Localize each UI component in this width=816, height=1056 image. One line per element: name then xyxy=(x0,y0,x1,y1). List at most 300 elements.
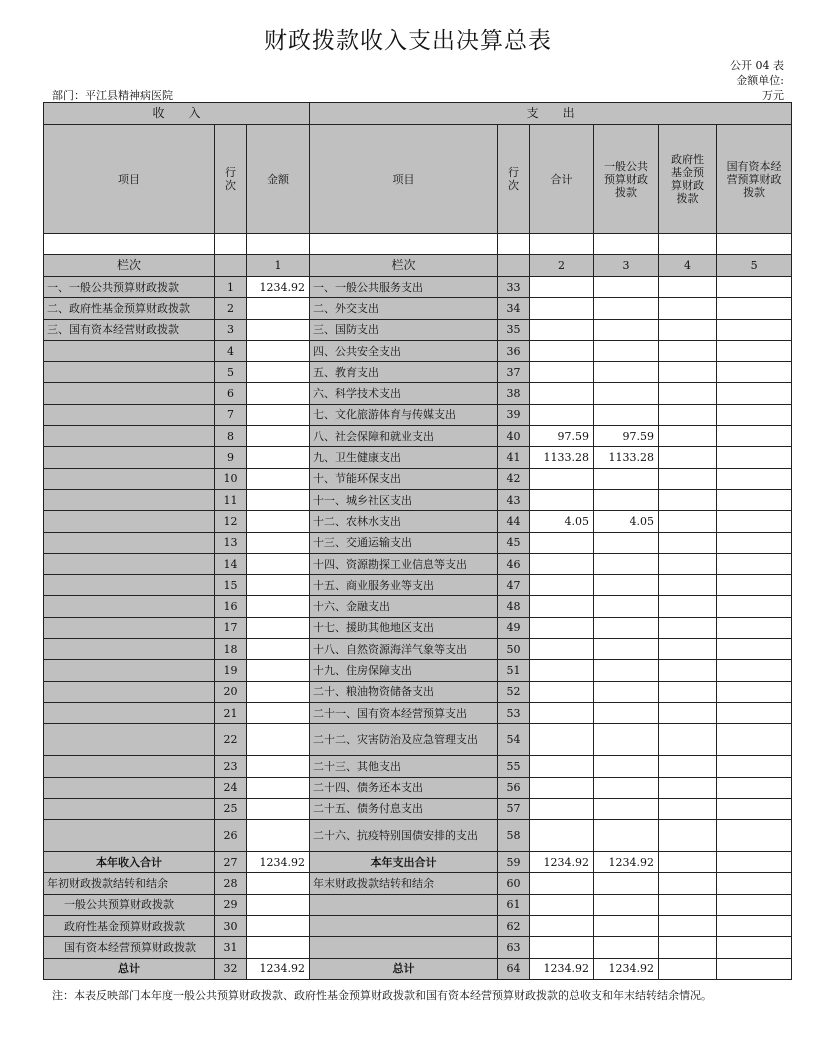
income-line-cell: 27 xyxy=(215,852,247,873)
income-item-cell: 政府性基金预算财政拨款 xyxy=(44,916,215,937)
expense-item-cell xyxy=(310,937,498,958)
expense-item-cell: 二、外交支出 xyxy=(310,298,498,319)
expense-line-cell: 56 xyxy=(498,777,530,798)
lanci-col1: 1 xyxy=(247,255,310,277)
expense-line-cell: 48 xyxy=(498,596,530,617)
expense-line-cell: 49 xyxy=(498,617,530,638)
income-line-cell: 8 xyxy=(215,426,247,447)
general-public-cell xyxy=(594,468,659,489)
form-code: 公开 04 表 xyxy=(730,59,784,72)
state-capital-cell xyxy=(717,468,792,489)
income-amount-cell xyxy=(247,319,310,340)
general-public-cell xyxy=(594,660,659,681)
total-cell xyxy=(530,777,594,798)
gov-fund-cell xyxy=(659,724,717,756)
total-cell xyxy=(530,362,594,383)
income-line-header: 行次 xyxy=(215,125,247,234)
income-amount-cell: 1234.92 xyxy=(247,277,310,298)
general-public-cell xyxy=(594,894,659,915)
table-row xyxy=(44,660,792,681)
income-item-cell xyxy=(44,820,215,852)
income-item-cell: 总计 xyxy=(44,958,215,979)
state-capital-cell xyxy=(717,319,792,340)
table-row xyxy=(44,298,792,319)
expense-line-cell: 36 xyxy=(498,340,530,361)
income-item-cell: 国有资本经营预算财政拨款 xyxy=(44,937,215,958)
state-capital-cell xyxy=(717,596,792,617)
total-cell xyxy=(530,319,594,340)
income-line-cell: 18 xyxy=(215,639,247,660)
expense-line-header: 行次 xyxy=(498,125,530,234)
gov-fund-cell xyxy=(659,404,717,425)
state-capital-cell xyxy=(717,756,792,777)
table-row xyxy=(44,756,792,777)
expense-line-cell: 42 xyxy=(498,468,530,489)
table-row xyxy=(44,404,792,425)
income-item-cell xyxy=(44,426,215,447)
general-public-cell: 97.59 xyxy=(594,426,659,447)
gov-fund-cell xyxy=(659,937,717,958)
general-public-cell xyxy=(594,532,659,553)
expense-line-cell: 40 xyxy=(498,426,530,447)
gov-fund-cell xyxy=(659,958,717,979)
gov-fund-cell xyxy=(659,298,717,319)
table-row xyxy=(44,553,792,574)
blank-row xyxy=(44,234,792,255)
expense-line-cell: 39 xyxy=(498,404,530,425)
expense-item-cell: 二十二、灾害防治及应急管理支出 xyxy=(310,724,498,756)
income-item-cell xyxy=(44,489,215,510)
state-capital-cell xyxy=(717,298,792,319)
gov-fund-cell xyxy=(659,319,717,340)
expense-line-cell: 61 xyxy=(498,894,530,915)
income-line-cell: 7 xyxy=(215,404,247,425)
total-cell xyxy=(530,617,594,638)
income-item-cell xyxy=(44,468,215,489)
expense-line-cell: 43 xyxy=(498,489,530,510)
expense-item-cell: 年末财政拨款结转和结余 xyxy=(310,873,498,894)
unit-label: 金额单位: xyxy=(736,74,784,87)
total-cell: 1234.92 xyxy=(530,958,594,979)
income-line-cell: 31 xyxy=(215,937,247,958)
state-capital-cell xyxy=(717,937,792,958)
state-capital-cell xyxy=(717,820,792,852)
expense-item-cell: 十二、农林水支出 xyxy=(310,511,498,532)
income-item-cell xyxy=(44,383,215,404)
income-line-cell: 1 xyxy=(215,277,247,298)
income-line-cell: 32 xyxy=(215,958,247,979)
lanci-col4: 4 xyxy=(659,255,717,277)
gov-fund-cell xyxy=(659,820,717,852)
table-row xyxy=(44,894,792,915)
gov-fund-cell xyxy=(659,873,717,894)
expense-line-cell: 34 xyxy=(498,298,530,319)
expense-line-cell: 45 xyxy=(498,532,530,553)
table-row xyxy=(44,777,792,798)
state-capital-cell xyxy=(717,852,792,873)
expense-section-header: 支 出 xyxy=(310,103,792,125)
income-item-header: 项目 xyxy=(44,125,215,234)
general-public-cell xyxy=(594,681,659,702)
income-amount-cell xyxy=(247,756,310,777)
expense-item-cell: 四、公共安全支出 xyxy=(310,340,498,361)
general-public-cell xyxy=(594,617,659,638)
gov-fund-cell xyxy=(659,617,717,638)
income-line-cell: 26 xyxy=(215,820,247,852)
gov-fund-cell xyxy=(659,916,717,937)
income-amount-cell xyxy=(247,916,310,937)
table-row xyxy=(44,468,792,489)
total-cell xyxy=(530,340,594,361)
income-line-cell: 19 xyxy=(215,660,247,681)
general-public-cell xyxy=(594,383,659,404)
total-cell xyxy=(530,468,594,489)
income-line-cell: 14 xyxy=(215,553,247,574)
income-item-cell xyxy=(44,596,215,617)
income-amount-cell: 1234.92 xyxy=(247,852,310,873)
income-item-cell xyxy=(44,532,215,553)
general-public-cell xyxy=(594,319,659,340)
state-capital-cell xyxy=(717,873,792,894)
expense-item-cell: 十一、城乡社区支出 xyxy=(310,489,498,510)
total-cell xyxy=(530,639,594,660)
income-line-cell: 20 xyxy=(215,681,247,702)
income-item-cell xyxy=(44,447,215,468)
table-row xyxy=(44,702,792,723)
table-row xyxy=(44,724,792,756)
income-line-cell: 28 xyxy=(215,873,247,894)
income-line-cell: 22 xyxy=(215,724,247,756)
total-cell xyxy=(530,916,594,937)
general-public-cell xyxy=(594,937,659,958)
expense-line-cell: 33 xyxy=(498,277,530,298)
expense-line-cell: 59 xyxy=(498,852,530,873)
gov-fund-cell xyxy=(659,532,717,553)
income-amount-cell xyxy=(247,681,310,702)
gov-fund-cell xyxy=(659,489,717,510)
state-capital-cell xyxy=(717,340,792,361)
income-amount-cell xyxy=(247,777,310,798)
total-cell xyxy=(530,798,594,819)
income-line-cell: 21 xyxy=(215,702,247,723)
expense-item-cell xyxy=(310,894,498,915)
income-item-cell: 年初财政拨款结转和结余 xyxy=(44,873,215,894)
general-public-cell: 1234.92 xyxy=(594,958,659,979)
income-amount-cell: 1234.92 xyxy=(247,958,310,979)
state-capital-cell xyxy=(717,426,792,447)
gov-fund-cell xyxy=(659,575,717,596)
general-public-cell xyxy=(594,777,659,798)
income-item-cell xyxy=(44,702,215,723)
general-public-cell xyxy=(594,340,659,361)
state-capital-cell xyxy=(717,383,792,404)
total-cell: 97.59 xyxy=(530,426,594,447)
general-public-header: 一般公共预算财政拨款 xyxy=(594,125,659,234)
expense-item-cell: 十五、商业服务业等支出 xyxy=(310,575,498,596)
total-cell xyxy=(530,277,594,298)
income-item-cell xyxy=(44,362,215,383)
gov-fund-cell xyxy=(659,660,717,681)
state-capital-cell xyxy=(717,404,792,425)
income-line-cell: 11 xyxy=(215,489,247,510)
total-cell xyxy=(530,702,594,723)
gov-fund-cell xyxy=(659,756,717,777)
total-cell xyxy=(530,756,594,777)
unit-value: 万元 xyxy=(762,89,784,102)
income-amount-cell xyxy=(247,724,310,756)
state-capital-cell xyxy=(717,362,792,383)
table-row xyxy=(44,852,792,873)
state-capital-cell xyxy=(717,681,792,702)
expense-item-cell: 九、卫生健康支出 xyxy=(310,447,498,468)
expense-item-cell: 二十、粮油物资储备支出 xyxy=(310,681,498,702)
income-item-cell: 本年收入合计 xyxy=(44,852,215,873)
expense-line-cell: 47 xyxy=(498,575,530,596)
gov-fund-cell xyxy=(659,362,717,383)
expense-item-cell: 五、教育支出 xyxy=(310,362,498,383)
expense-item-cell: 十六、金融支出 xyxy=(310,596,498,617)
state-capital-cell xyxy=(717,489,792,510)
income-amount-cell xyxy=(247,596,310,617)
table-row xyxy=(44,937,792,958)
total-cell xyxy=(530,681,594,702)
table-row xyxy=(44,873,792,894)
table-row xyxy=(44,681,792,702)
total-cell: 4.05 xyxy=(530,511,594,532)
income-amount-cell xyxy=(247,798,310,819)
expense-line-cell: 50 xyxy=(498,639,530,660)
total-cell xyxy=(530,873,594,894)
gov-fund-cell xyxy=(659,277,717,298)
table-row xyxy=(44,798,792,819)
income-line-cell: 9 xyxy=(215,447,247,468)
gov-fund-cell xyxy=(659,702,717,723)
state-capital-cell xyxy=(717,724,792,756)
expense-item-cell: 十七、援助其他地区支出 xyxy=(310,617,498,638)
expense-line-cell: 58 xyxy=(498,820,530,852)
income-amount-cell xyxy=(247,639,310,660)
income-line-cell: 2 xyxy=(215,298,247,319)
expense-line-cell: 55 xyxy=(498,756,530,777)
expense-line-cell: 52 xyxy=(498,681,530,702)
total-cell xyxy=(530,575,594,596)
general-public-cell xyxy=(594,724,659,756)
expense-line-cell: 35 xyxy=(498,319,530,340)
table-row xyxy=(44,340,792,361)
income-line-cell: 5 xyxy=(215,362,247,383)
general-public-cell xyxy=(594,639,659,660)
income-line-cell: 4 xyxy=(215,340,247,361)
income-line-cell: 25 xyxy=(215,798,247,819)
state-capital-cell xyxy=(717,798,792,819)
gov-fund-header: 政府性基金预算财政拨款 xyxy=(659,125,717,234)
general-public-cell xyxy=(594,702,659,723)
income-line-cell: 30 xyxy=(215,916,247,937)
expense-line-cell: 53 xyxy=(498,702,530,723)
gov-fund-cell xyxy=(659,383,717,404)
gov-fund-cell xyxy=(659,553,717,574)
income-amount-cell xyxy=(247,553,310,574)
section-header-row xyxy=(44,103,792,125)
general-public-cell xyxy=(594,596,659,617)
general-public-cell xyxy=(594,298,659,319)
general-public-cell: 1133.28 xyxy=(594,447,659,468)
total-cell xyxy=(530,532,594,553)
table-row xyxy=(44,596,792,617)
lanci-col3: 3 xyxy=(594,255,659,277)
table-row xyxy=(44,362,792,383)
expense-item-cell: 十、节能环保支出 xyxy=(310,468,498,489)
state-capital-cell xyxy=(717,532,792,553)
income-item-cell xyxy=(44,639,215,660)
expense-line-cell: 37 xyxy=(498,362,530,383)
general-public-cell xyxy=(594,277,659,298)
income-item-cell: 三、国有资本经营财政拨款 xyxy=(44,319,215,340)
total-cell xyxy=(530,820,594,852)
income-line-cell: 6 xyxy=(215,383,247,404)
income-item-cell: 二、政府性基金预算财政拨款 xyxy=(44,298,215,319)
expense-item-cell: 十三、交通运输支出 xyxy=(310,532,498,553)
state-capital-cell xyxy=(717,447,792,468)
table-row xyxy=(44,532,792,553)
income-amount-cell xyxy=(247,340,310,361)
expense-item-cell: 三、国防支出 xyxy=(310,319,498,340)
income-item-cell xyxy=(44,777,215,798)
expense-item-cell: 六、科学技术支出 xyxy=(310,383,498,404)
table-row xyxy=(44,617,792,638)
table-row xyxy=(44,958,792,979)
fiscal-allocation-table xyxy=(43,102,792,980)
income-item-cell xyxy=(44,553,215,574)
expense-item-cell: 十四、资源勘探工业信息等支出 xyxy=(310,553,498,574)
income-line-cell: 24 xyxy=(215,777,247,798)
income-line-cell: 12 xyxy=(215,511,247,532)
lanci-col2: 2 xyxy=(530,255,594,277)
income-item-cell xyxy=(44,340,215,361)
income-item-cell xyxy=(44,756,215,777)
column-header-row xyxy=(44,125,792,234)
expense-item-cell: 十八、自然资源海洋气象等支出 xyxy=(310,639,498,660)
footnote: 注：本表反映部门本年度一般公共预算财政拨款、政府性基金预算财政拨款和国有资本经营预算财政拨款的总收支和年末结转结余情况。 xyxy=(52,989,712,1002)
lanci-label-left: 栏次 xyxy=(44,255,215,277)
gov-fund-cell xyxy=(659,852,717,873)
income-amount-cell xyxy=(247,383,310,404)
expense-item-cell: 一、一般公共服务支出 xyxy=(310,277,498,298)
total-cell xyxy=(530,298,594,319)
expense-line-cell: 38 xyxy=(498,383,530,404)
income-amount-cell xyxy=(247,873,310,894)
income-line-cell: 10 xyxy=(215,468,247,489)
table-row xyxy=(44,575,792,596)
gov-fund-cell xyxy=(659,426,717,447)
general-public-cell xyxy=(594,489,659,510)
general-public-cell xyxy=(594,820,659,852)
table-row xyxy=(44,489,792,510)
general-public-cell: 4.05 xyxy=(594,511,659,532)
general-public-cell xyxy=(594,916,659,937)
income-line-cell: 29 xyxy=(215,894,247,915)
expense-item-cell: 二十六、抗疫特别国债安排的支出 xyxy=(310,820,498,852)
income-amount-cell xyxy=(247,820,310,852)
income-item-cell xyxy=(44,404,215,425)
expense-line-cell: 62 xyxy=(498,916,530,937)
income-amount-cell xyxy=(247,575,310,596)
lanci-label-right: 栏次 xyxy=(310,255,498,277)
expense-item-header: 项目 xyxy=(310,125,498,234)
gov-fund-cell xyxy=(659,681,717,702)
total-cell xyxy=(530,404,594,425)
table-row xyxy=(44,511,792,532)
income-item-cell: 一、一般公共预算财政拨款 xyxy=(44,277,215,298)
income-item-cell xyxy=(44,575,215,596)
expense-line-cell: 64 xyxy=(498,958,530,979)
expense-line-cell: 41 xyxy=(498,447,530,468)
gov-fund-cell xyxy=(659,340,717,361)
expense-item-cell: 七、文化旅游体育与传媒支出 xyxy=(310,404,498,425)
income-amount-cell xyxy=(247,468,310,489)
expense-item-cell: 八、社会保障和就业支出 xyxy=(310,426,498,447)
state-capital-cell xyxy=(717,660,792,681)
income-line-cell: 3 xyxy=(215,319,247,340)
income-item-cell xyxy=(44,681,215,702)
general-public-cell: 1234.92 xyxy=(594,852,659,873)
gov-fund-cell xyxy=(659,596,717,617)
income-line-cell: 15 xyxy=(215,575,247,596)
total-cell xyxy=(530,383,594,404)
state-capital-cell xyxy=(717,958,792,979)
table-row xyxy=(44,447,792,468)
department-label: 部门：平江县精神病医院 xyxy=(52,89,173,102)
total-cell: 1234.92 xyxy=(530,852,594,873)
income-amount-cell xyxy=(247,894,310,915)
state-capital-cell xyxy=(717,277,792,298)
total-cell xyxy=(530,489,594,510)
expense-item-cell: 二十四、债务还本支出 xyxy=(310,777,498,798)
income-item-cell: 一般公共预算财政拨款 xyxy=(44,894,215,915)
income-amount-cell xyxy=(247,617,310,638)
general-public-cell xyxy=(594,575,659,596)
total-header: 合计 xyxy=(530,125,594,234)
expense-item-cell: 本年支出合计 xyxy=(310,852,498,873)
expense-line-cell: 46 xyxy=(498,553,530,574)
income-item-cell xyxy=(44,660,215,681)
expense-line-cell: 63 xyxy=(498,937,530,958)
state-capital-cell xyxy=(717,553,792,574)
income-amount-cell xyxy=(247,404,310,425)
state-capital-cell xyxy=(717,894,792,915)
income-line-cell: 13 xyxy=(215,532,247,553)
state-capital-cell xyxy=(717,916,792,937)
income-item-cell xyxy=(44,617,215,638)
expense-line-cell: 57 xyxy=(498,798,530,819)
expense-item-cell: 十九、住房保障支出 xyxy=(310,660,498,681)
total-cell xyxy=(530,553,594,574)
column-number-row xyxy=(44,255,792,277)
table-row xyxy=(44,639,792,660)
page-title: 财政拨款收入支出决算总表 xyxy=(264,28,552,54)
income-amount-cell xyxy=(247,937,310,958)
expense-line-cell: 44 xyxy=(498,511,530,532)
income-item-cell xyxy=(44,798,215,819)
state-capital-cell xyxy=(717,777,792,798)
expense-item-cell: 二十五、债务付息支出 xyxy=(310,798,498,819)
expense-line-cell: 51 xyxy=(498,660,530,681)
income-amount-cell xyxy=(247,532,310,553)
income-amount-cell xyxy=(247,298,310,319)
income-amount-cell xyxy=(247,702,310,723)
total-cell xyxy=(530,660,594,681)
state-capital-cell xyxy=(717,702,792,723)
